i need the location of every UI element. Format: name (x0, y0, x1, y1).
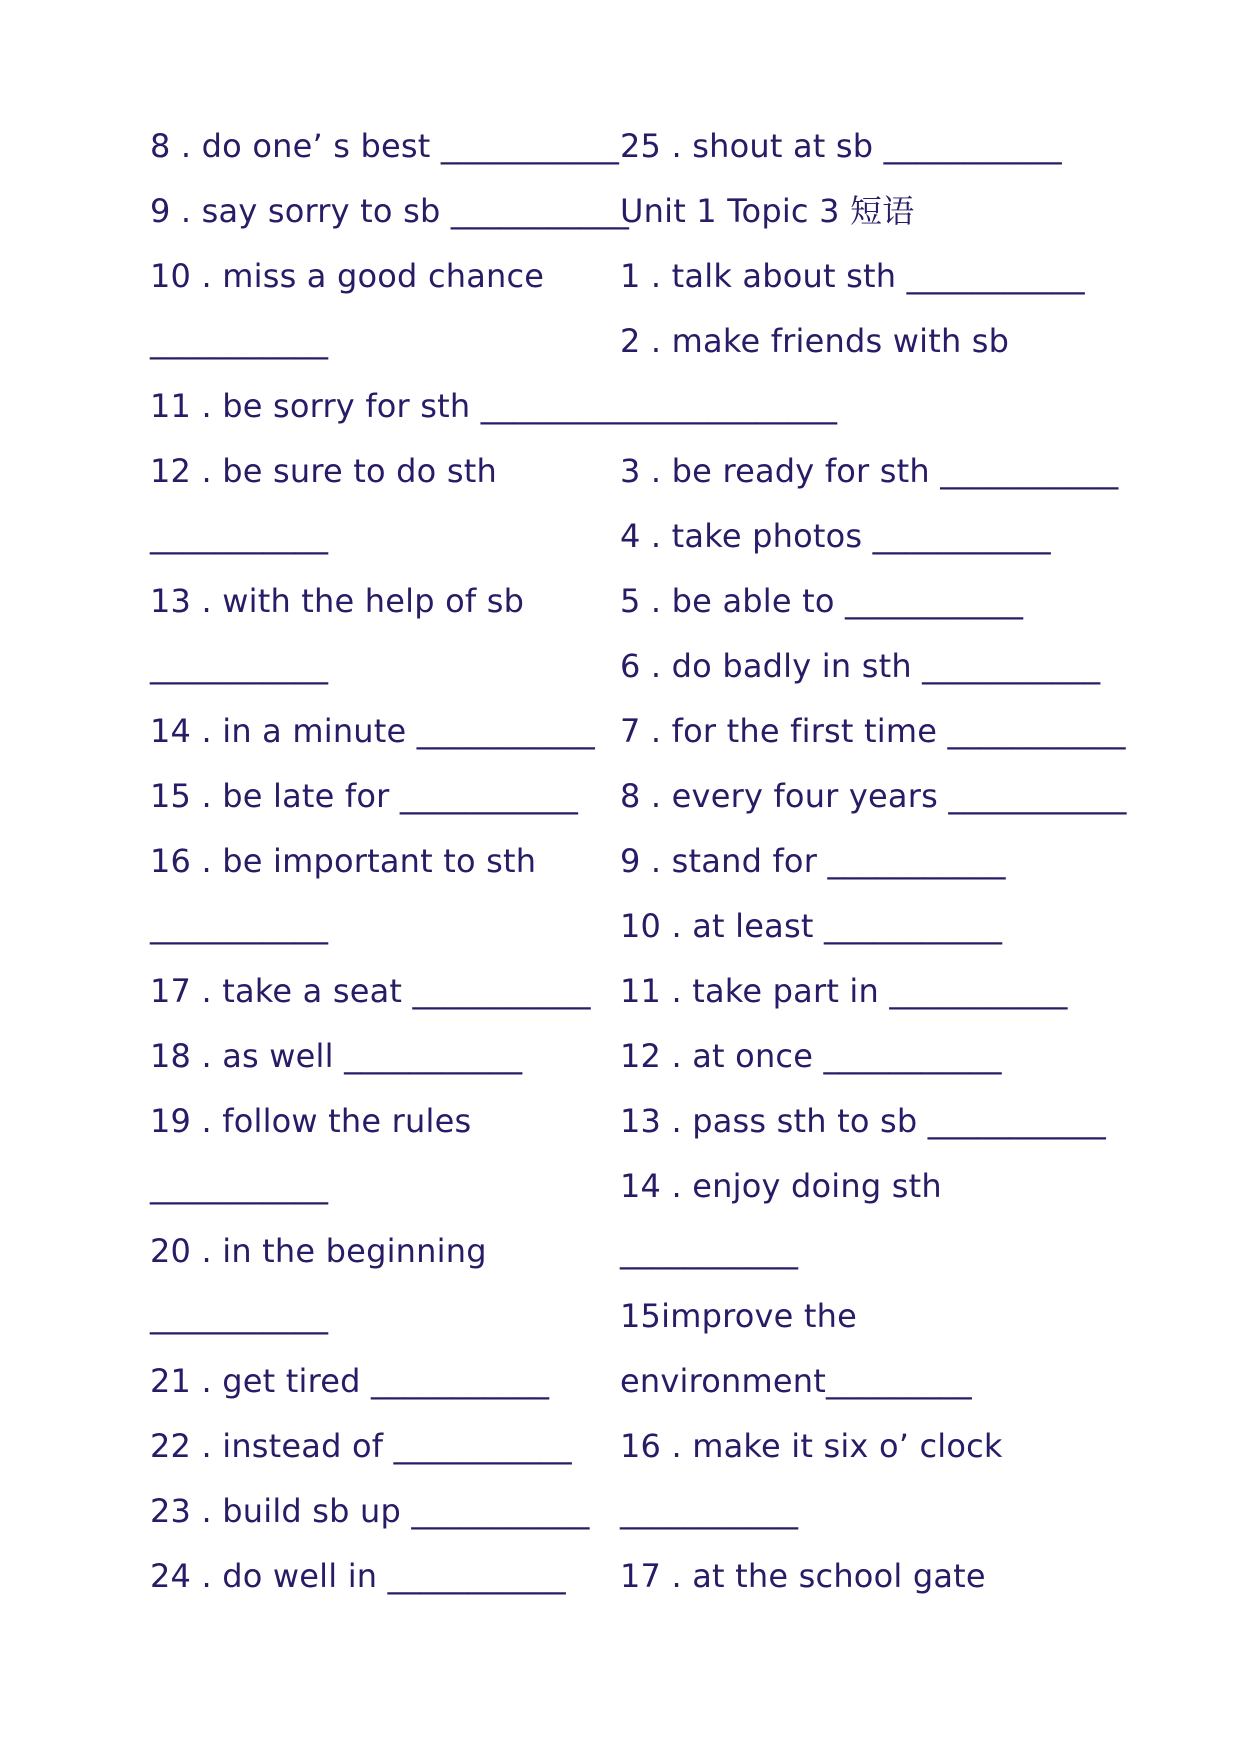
phrase-line: 20 . in the beginning (150, 1232, 487, 1270)
blank-line: ___________ (620, 1492, 799, 1530)
phrase-line: 22 . instead of ___________ (150, 1427, 572, 1465)
blank-line: ___________ (620, 1232, 799, 1270)
phrase-line: 14 . in a minute ___________ (150, 712, 595, 750)
phrase-line: 13 . with the help of sb (150, 582, 525, 620)
phrase-line: 6 . do badly in sth ___________ (620, 647, 1101, 685)
blank-line: ___________ (150, 322, 329, 360)
phrase-line: 5 . be able to ___________ (620, 582, 1024, 620)
phrase-line: 8 . do one’ s best ___________ (150, 127, 620, 165)
phrase-line: 10 . miss a good chance (150, 257, 545, 295)
phrase-line: 1 . talk about sth ___________ (620, 257, 1085, 295)
phrase-line: 16 . make it six o’ clock (620, 1427, 1003, 1465)
blank-line: ___________ (150, 647, 329, 685)
phrase-line: 9 . stand for ___________ (620, 842, 1006, 880)
blank-line: ___________ (150, 1167, 329, 1205)
phrase-line: 12 . at once ___________ (620, 1037, 1002, 1075)
phrase-line: 15 . be late for ___________ (150, 777, 579, 815)
phrase-line: 9 . say sorry to sb ___________ (150, 192, 630, 230)
blank-line: ___________ (150, 517, 329, 555)
phrase-line: 16 . be important to sth (150, 842, 537, 880)
phrase-line: 15improve the (620, 1297, 858, 1335)
phrase-line: 21 . get tired ___________ (150, 1362, 550, 1400)
phrase-line: 12 . be sure to do sth (150, 452, 497, 490)
phrase-line: 17 . at the school gate (620, 1557, 986, 1595)
phrase-line: 19 . follow the rules (150, 1102, 472, 1140)
phrase-line: 2 . make friends with sb (620, 322, 1010, 360)
phrase-line: 18 . as well ___________ (150, 1037, 523, 1075)
phrase-line: 24 . do well in ___________ (150, 1557, 566, 1595)
phrase-line: 17 . take a seat ___________ (150, 972, 591, 1010)
phrase-line: 13 . pass sth to sb ___________ (620, 1102, 1106, 1140)
phrase-line: 23 . build sb up ___________ (150, 1492, 590, 1530)
phrase-line: 3 . be ready for sth ___________ (620, 452, 1119, 490)
phrase-line: 14 . enjoy doing sth (620, 1167, 942, 1205)
phrase-line: 4 . take photos ___________ (620, 517, 1051, 555)
blank-line: ___________ (150, 1297, 329, 1335)
phrase-line: 11 . be sorry for sth ______________________ (150, 387, 838, 425)
phrase-line: 8 . every four years ___________ (620, 777, 1127, 815)
phrase-line: 11 . take part in ___________ (620, 972, 1068, 1010)
section-heading: Unit 1 Topic 3 短语 (620, 192, 915, 230)
phrase-line: 10 . at least ___________ (620, 907, 1003, 945)
phrase-line: 25 . shout at sb ___________ (620, 127, 1062, 165)
phrase-line: environment_________ (620, 1362, 972, 1400)
blank-line: ___________ (150, 907, 329, 945)
phrase-line: 7 . for the first time ___________ (620, 712, 1126, 750)
